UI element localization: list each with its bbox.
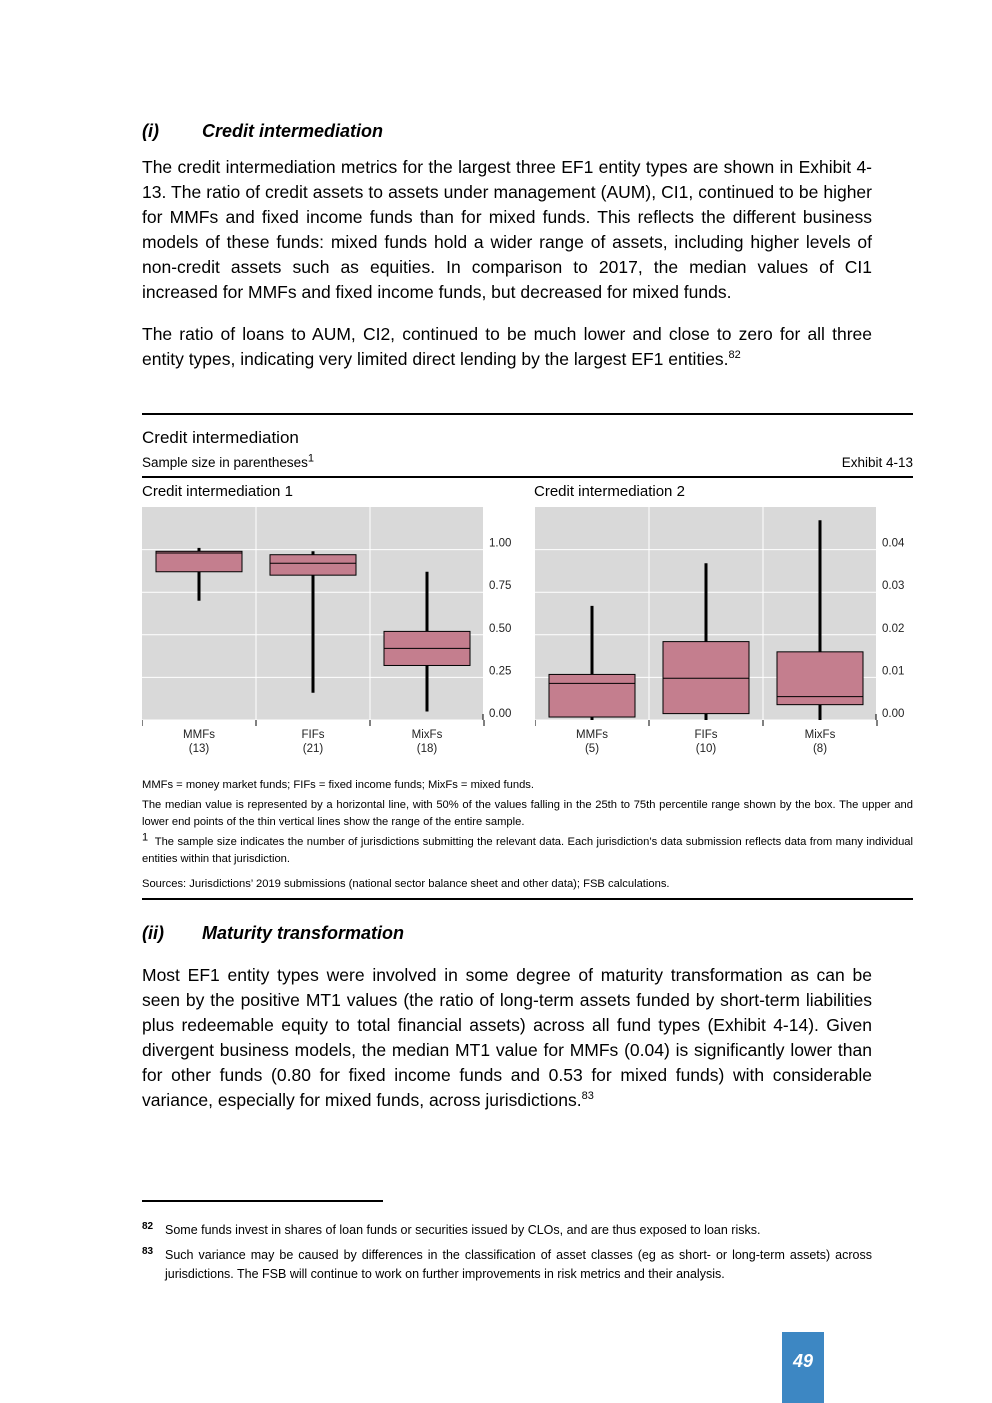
y-tick-label: 0.03 [882,580,905,593]
x-category-label: MMFs [183,729,215,741]
chart-ci1 [142,505,522,765]
section-title: Credit intermediation [202,121,384,141]
note-abbreviations: MMFs = money market funds; FIFs = fixed income funds; MixFs = mixed funds. [142,779,535,791]
paragraph-text: Most EF1 entity types were involved in some degree of maturity transformation as can be seen by the positive MT1 values (the ratio of long-term assets funded by short-term liabilities plus redeemable equity to total financial assets) across all fund types (Exhibit 4-14). Given divergent business models, the median MT1 value for MMFs (0.04) is significantly lower than for other funds (0.80 for fixed income funds and 0.53 for mixed funds) with considerable variance, especially for mixed funds, across jurisdictions. [142,965,872,1110]
exhibit-subtitle-text: Sample size in parentheses [142,455,308,470]
note-sample-size [142,831,913,868]
footnote-mark: 83 [142,1246,154,1257]
y-tick-label: 0.75 [489,580,512,593]
section-heading-credit-intermediation [142,121,383,142]
y-tick-label: 0.50 [489,622,512,635]
y-tick-label: 1.00 [489,537,512,550]
exhibit-top-rule [142,413,913,415]
x-sample-size-label: (5) [584,743,600,755]
y-tick-label: 0.25 [489,665,512,678]
exhibit-subtitle-ref: 1 [307,452,314,465]
note-median: The median value is represented by a horizontal line, with 50% of the values falling in the 25th to 75th percentile range shown by the box. The upper and lower end points of the thin vertical lines show the range of the entire sample. [142,799,913,828]
y-tick-label: 0.00 [882,708,905,720]
page-number: 49 [792,1351,814,1371]
chart-title-ci2: Credit intermediation 2 [534,483,685,500]
exhibit-bottom-rule [142,898,913,900]
x-sample-size-label: (18) [416,743,438,755]
section-number: (i) [142,121,159,141]
x-category-label: FIFs [694,729,718,741]
exhibit-subtitle [142,452,314,470]
y-tick-label: 0.02 [882,622,905,635]
page-number-box [782,1332,824,1403]
box [549,674,635,717]
section-heading-maturity-transformation [142,923,404,944]
chart-ci2 [535,505,915,765]
box [270,555,356,575]
footnote-text: Some funds invest in shares of loan funds or securities issued by CLOs, and are thus exposed to loan risks. [165,1223,761,1237]
x-category-label: FIFs [301,729,325,741]
x-sample-size-label: (8) [812,743,828,755]
exhibit-id: Exhibit 4-13 [841,455,913,470]
chart-title-ci1: Credit intermediation 1 [142,483,293,500]
paragraph-loans-ratio [142,322,872,372]
x-category-label: MixFs [411,729,443,741]
box [663,642,749,714]
note-sample-mark: 1 [142,831,149,844]
exhibit-notes [142,777,913,896]
exhibit-title: Credit intermediation [142,428,299,447]
footnote-ref-83[interactable]: 83 [581,1090,594,1103]
x-sample-size-label: (10) [695,743,717,755]
box [156,551,242,571]
footnote-ref-82[interactable]: 82 [728,349,741,362]
footnote-rule [142,1200,383,1202]
x-category-label: MMFs [576,729,608,741]
note-sample-text: The sample size indicates the number of jurisdictions submitting the relevant data. Each jurisdiction’s data submission reflects data from many individual entities within that jurisdiction. [142,836,913,865]
section-title: Maturity transformation [202,923,405,943]
footnote-mark: 82 [142,1221,154,1232]
y-tick-label: 0.04 [882,537,905,550]
exhibit-subtitle-rule [142,476,913,478]
section-number: (ii) [142,923,164,943]
footnote-82 [142,1221,872,1240]
y-tick-label: 0.01 [882,665,905,678]
paragraph-credit-intermediation: The credit intermediation metrics for the largest three EF1 entity types are shown in Exhibit 4-13. The ratio of credit assets to assets under management (AUM), CI1, continued to be higher for MMFs and fixed income funds than for mixed funds. This reflects the different business models of these funds: mixed funds hold a wider range of assets, including higher levels of non-credit assets such as equities. In comparison to 2017, the median values of CI1 increased for MMFs and fixed income funds, but decreased for mixed funds. [142,157,872,302]
footnote-text: Such variance may be caused by differences in the classification of asset classes (eg as short- or long-term assets) across jurisdictions. The FSB will continue to work on further improvements in risk metrics and their analysis. [165,1248,872,1281]
paragraph-text: The ratio of loans to AUM, CI2, continued to be much lower and close to zero for all three entity types, indicating very limited direct lending by the largest EF1 entities. [142,324,872,369]
footnote-83 [142,1246,872,1284]
paragraph-maturity-transformation [142,963,872,1113]
x-sample-size-label: (13) [188,743,210,755]
note-sources: Sources: Jurisdictions’ 2019 submissions (national sector balance sheet and other data); FSB calculations. [142,878,670,890]
y-tick-label: 0.00 [489,708,512,720]
x-category-label: MixFs [804,729,836,741]
x-sample-size-label: (21) [302,743,324,755]
